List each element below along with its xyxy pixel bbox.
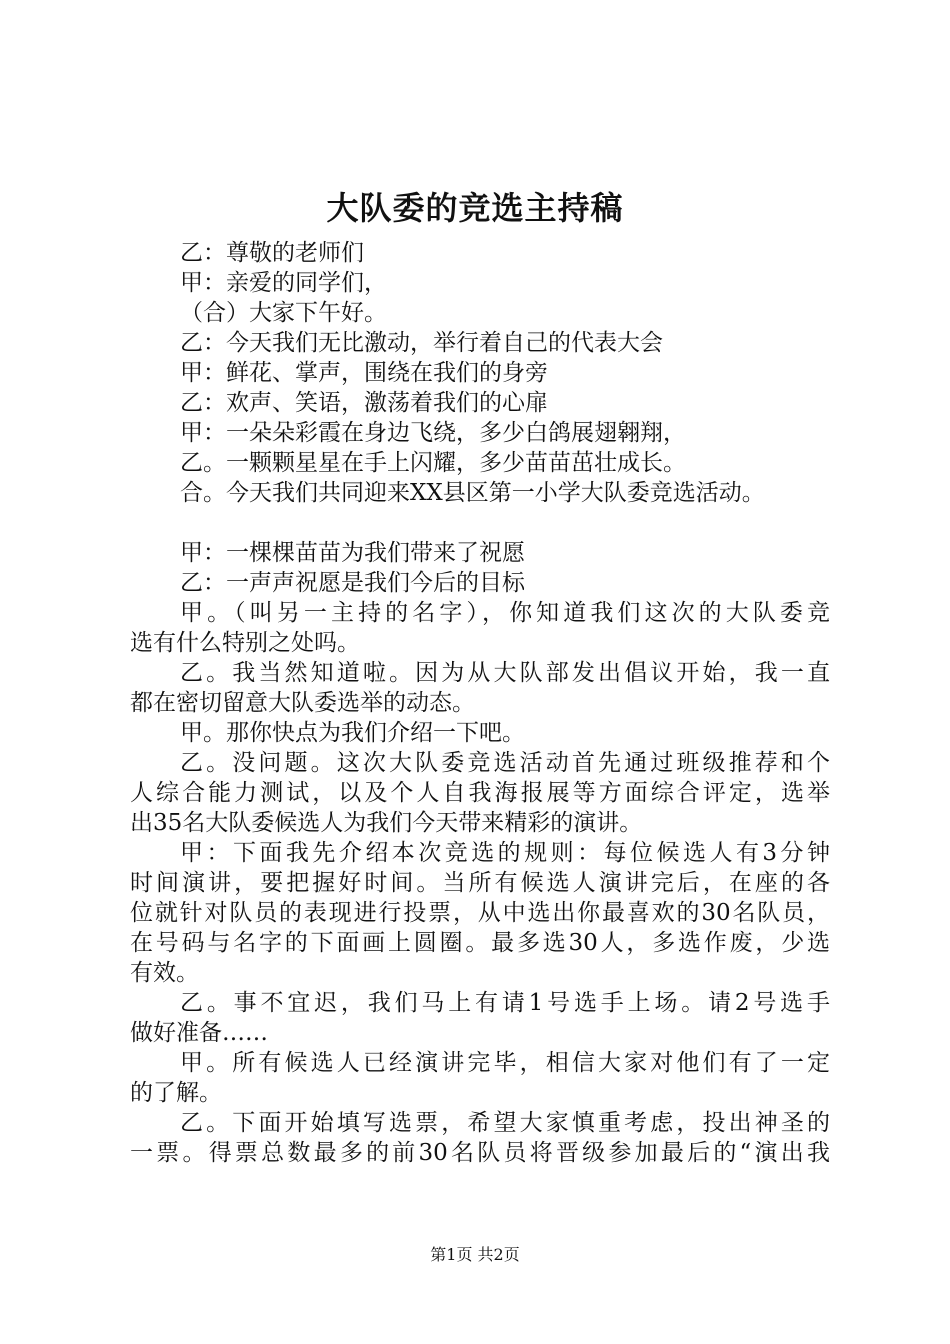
text-line: 甲：鲜花、掌声，围绕在我们的身旁 xyxy=(180,360,548,386)
text-line: 的了解。 xyxy=(130,1080,222,1106)
text-line: 乙。事不宜迟，我们马上有请1号选手上场。请2号选手 xyxy=(180,990,830,1016)
text-line: 位就针对队员的表现进行投票，从中选出你最喜欢的30名队员， xyxy=(130,900,830,926)
text-line: 甲：亲爱的同学们， xyxy=(180,270,387,296)
text-line: 乙：欢声、笑语，激荡着我们的心扉 xyxy=(180,390,548,416)
text-line: 乙：今天我们无比激动，举行着自己的代表大会 xyxy=(180,330,663,356)
text-line: 人综合能力测试，以及个人自我海报展等方面综合评定，选举 xyxy=(130,780,830,806)
text-line: 甲。那你快点为我们介绍一下吧。 xyxy=(180,720,525,746)
text-line: 时间演讲，要把握好时间。当所有候选人演讲完后，在座的各 xyxy=(130,870,830,896)
text-line: 乙。我当然知道啦。因为从大队部发出倡议开始，我一直 xyxy=(180,660,830,686)
text-line: 都在密切留意大队委选举的动态。 xyxy=(130,690,475,716)
text-line: 一票。得票总数最多的前30名队员将晋级参加最后的“演出我 xyxy=(130,1140,830,1166)
text-line: 甲：一朵朵彩霞在身边飞绕，多少白鸽展翅翱翔， xyxy=(180,420,686,446)
document-body xyxy=(130,238,830,1168)
text-line: 合。今天我们共同迎来XX县区第一小学大队委竞选活动。 xyxy=(180,480,765,506)
text-line: 甲：下面我先介绍本次竞选的规则：每位候选人有3分钟 xyxy=(180,840,830,866)
text-line: （合）大家下午好。 xyxy=(180,300,387,326)
text-line: 乙。下面开始填写选票，希望大家慎重考虑，投出神圣的 xyxy=(180,1110,830,1136)
text-line: 乙。一颗颗星星在手上闪耀，多少苗苗茁壮成长。 xyxy=(180,450,686,476)
text-line: 乙：尊敬的老师们 xyxy=(180,240,364,266)
text-line: 出35名大队委候选人为我们今天带来精彩的演讲。 xyxy=(130,810,643,836)
text-line: 乙：一声声祝愿是我们今后的目标 xyxy=(180,570,525,596)
text-line: 甲。所有候选人已经演讲完毕，相信大家对他们有了一定 xyxy=(180,1050,830,1076)
text-line: 乙。没问题。这次大队委竞选活动首先通过班级推荐和个 xyxy=(180,750,830,776)
text-line: 选有什么特别之处吗。 xyxy=(130,630,360,656)
blank-line xyxy=(130,508,830,538)
document-title: 大队委的竞选主持稿 xyxy=(326,189,624,227)
text-line: 甲：一棵棵苗苗为我们带来了祝愿 xyxy=(180,540,525,566)
text-line: 甲。（叫另一主持的名字），你知道我们这次的大队委竞 xyxy=(180,600,830,626)
text-line: 有效。 xyxy=(130,960,199,986)
text-line: 在号码与名字的下面画上圆圈。最多选30人，多选作废，少选 xyxy=(130,930,830,956)
page-footer: 第1页 共2页 xyxy=(430,1245,520,1264)
text-line: 做好准备…… xyxy=(130,1020,268,1046)
